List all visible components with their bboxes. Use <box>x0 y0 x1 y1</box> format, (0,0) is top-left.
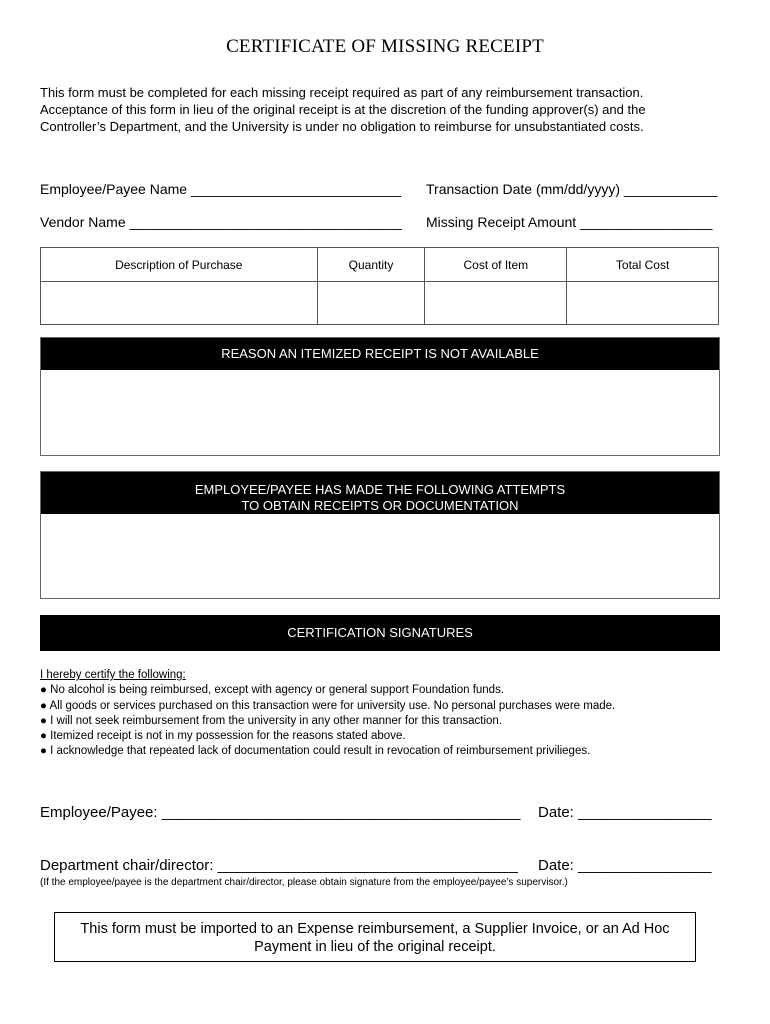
footer-notice <box>54 912 696 962</box>
table-row <box>41 282 719 325</box>
total-cost-cell[interactable] <box>567 282 719 325</box>
attempts-header-line-2: TO OBTAIN RECEIPTS OR DOCUMENTATION <box>241 498 519 513</box>
certification-list <box>40 668 760 760</box>
col-total-cost: Total Cost <box>567 248 719 282</box>
supervisor-note: (If the employee/payee is the department chair/director, please obtain signature from the employee/payee’s supervisor.) <box>40 877 568 888</box>
missing-amount-field[interactable]: Missing Receipt Amount _________________ <box>426 214 713 230</box>
certification-header: CERTIFICATION SIGNATURES <box>40 615 720 651</box>
cost-of-item-cell[interactable] <box>425 282 567 325</box>
reason-header: REASON AN ITEMIZED RECEIPT IS NOT AVAILABLE <box>41 338 719 370</box>
col-cost-of-item: Cost of Item <box>425 248 567 282</box>
reason-section <box>40 337 720 456</box>
page-title: CERTIFICATE OF MISSING RECEIPT <box>226 36 544 57</box>
list-item: ● Itemized receipt is not in my possession for the reasons stated above. <box>40 730 406 743</box>
purchase-table <box>40 247 719 325</box>
employee-signature-field[interactable]: Employee/Payee: ___________________________________________ <box>40 804 521 821</box>
intro-line-3: Controller’s Department, and the University is under no obligation to reimburse for unsubstantiated costs. <box>40 119 644 134</box>
attempts-header-line-1: EMPLOYEE/PAYEE HAS MADE THE FOLLOWING ATTEMPTS <box>194 482 566 497</box>
list-item: ● All goods or services purchased on this transaction were for university use. No personal purchases were made. <box>40 699 616 712</box>
description-cell[interactable] <box>41 282 318 325</box>
col-description: Description of Purchase <box>41 248 318 282</box>
reason-text-area[interactable] <box>41 370 719 455</box>
intro-paragraph <box>40 84 740 135</box>
transaction-date-field[interactable]: Transaction Date (mm/dd/yyyy) ____________ <box>426 181 718 197</box>
quantity-cell[interactable] <box>317 282 425 325</box>
list-item: ● No alcohol is being reimbursed, except with agency or general support Foundation funds. <box>40 684 505 697</box>
employee-name-field[interactable]: Employee/Payee Name ___________________________ <box>40 181 402 197</box>
attempts-section <box>40 471 720 599</box>
employee-date-field[interactable]: Date: ________________ <box>538 804 712 821</box>
list-item: ● I will not seek reimbursement from the university in any other manner for this transaction. <box>40 714 503 727</box>
attempts-header <box>41 472 719 514</box>
attempts-text-area[interactable] <box>41 514 719 598</box>
col-quantity: Quantity <box>317 248 425 282</box>
certify-heading: I hereby certify the following: <box>40 669 186 681</box>
table-header-row <box>41 248 719 282</box>
footer-line-1: This form must be imported to an Expense reimbursement, a Supplier Invoice, or an Ad Hoc <box>80 921 670 937</box>
list-item: ● I acknowledge that repeated lack of documentation could result in revocation of reimbursement privilieges. <box>40 745 591 758</box>
chair-date-field[interactable]: Date: ________________ <box>538 857 712 874</box>
vendor-name-field[interactable]: Vendor Name ___________________________________ <box>40 214 403 230</box>
footer-line-2: Payment in lieu of the original receipt. <box>254 939 496 955</box>
intro-line-2: Acceptance of this form in lieu of the original receipt is at the discretion of the funding approver(s) and the <box>40 102 646 117</box>
chair-signature-field[interactable]: Department chair/director: ____________________________________ <box>40 857 518 874</box>
intro-line-1: This form must be completed for each missing receipt required as part of any reimbursement transaction. <box>40 85 644 100</box>
